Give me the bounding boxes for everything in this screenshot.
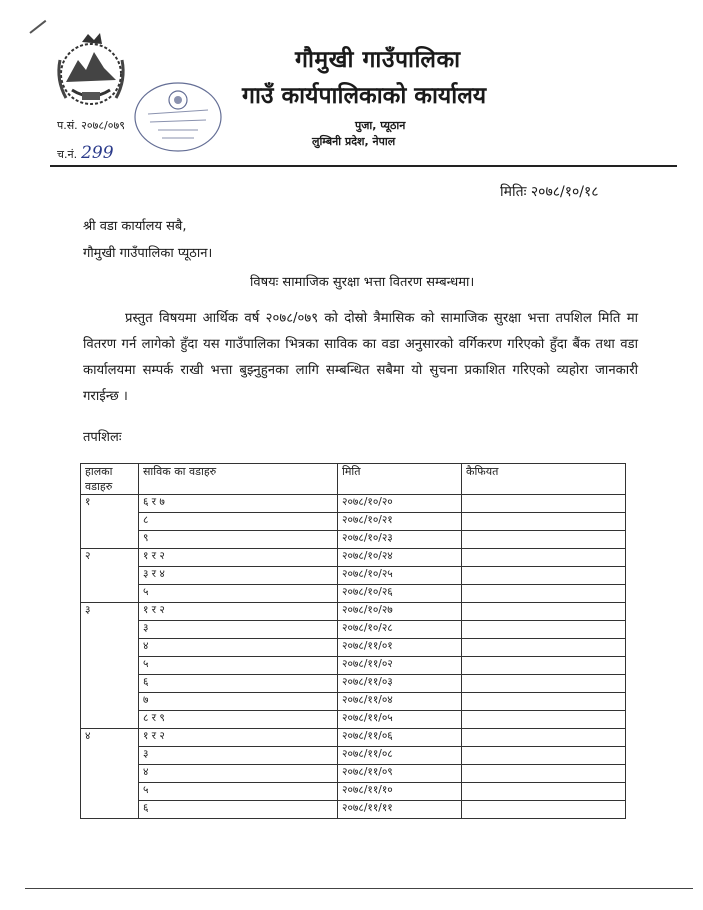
date-cell: २०७८/११/०६ <box>338 729 462 747</box>
address-line-2: लुम्बिनी प्रदेश, नेपाल <box>312 135 396 148</box>
office-stamp <box>132 80 224 154</box>
municipality-name: गौमुखी गाउँपालिका <box>295 47 461 73</box>
old-ward-cell: ४ <box>139 639 338 657</box>
old-ward-cell: ४ <box>139 765 338 783</box>
addressee-line-1: श्री वडा कार्यालय सबै, <box>83 219 187 234</box>
table-row <box>81 675 626 693</box>
table-row <box>81 747 626 765</box>
remarks-cell <box>462 639 626 657</box>
table-row <box>81 639 626 657</box>
details-label: तपशिलः <box>83 430 122 445</box>
letter-body: प्रस्तुत विषयमा आर्थिक वर्ष २०७८/०७९ को दोस्रो त्रैमासिक को सामाजिक सुरक्षा भत्ता तपशिल मिति मा वितरण गर्न लागेको हुँदा यस गाउँपालिका भित्रका साविक का वडा अनुसारको वर्गिकरण गरिएको हुँदा बैंक तथा वडा कार्यालयमा सम्पर्क राखी भत्ता बुझ्नुहुनका लागि सम्बन्धित सबैमा यो सुचना प्रकाशित गरिएको व्यहोरा जानकारी गराईन्छ । <box>83 311 638 404</box>
addressee-line-2: गौमुखी गाउँपालिका प्यूठान। <box>83 246 213 261</box>
current-ward-cell: ३ <box>81 603 139 729</box>
dispatch-handwritten-number: 299 <box>81 143 114 163</box>
header-remarks: कैफियत <box>462 464 626 495</box>
distribution-schedule-table <box>80 463 626 819</box>
old-ward-cell: ८ <box>139 513 338 531</box>
table-row <box>81 693 626 711</box>
footer-divider <box>25 888 693 889</box>
remarks-cell <box>462 765 626 783</box>
table-row <box>81 657 626 675</box>
old-ward-cell: ७ <box>139 693 338 711</box>
table-row <box>81 585 626 603</box>
table-row <box>81 765 626 783</box>
table-row <box>81 549 626 567</box>
remarks-cell <box>462 711 626 729</box>
old-ward-cell: १ र २ <box>139 549 338 567</box>
table-body <box>81 495 626 819</box>
current-ward-cell: २ <box>81 549 139 603</box>
letter-subject: विषयः सामाजिक सुरक्षा भत्ता वितरण सम्बन्धमा। <box>250 275 475 290</box>
remarks-cell <box>462 603 626 621</box>
date-cell: २०७८/११/०१ <box>338 639 462 657</box>
old-ward-cell: १ र २ <box>139 603 338 621</box>
remarks-cell <box>462 657 626 675</box>
remarks-cell <box>462 531 626 549</box>
pen-mark <box>29 20 46 34</box>
remarks-cell <box>462 549 626 567</box>
dispatch-number <box>57 143 114 163</box>
old-ward-cell: ९ <box>139 531 338 549</box>
table-row <box>81 711 626 729</box>
current-ward-cell: ४ <box>81 729 139 819</box>
old-ward-cell: ५ <box>139 585 338 603</box>
date-cell: २०७८/१०/२४ <box>338 549 462 567</box>
remarks-cell <box>462 747 626 765</box>
date-cell: २०७८/११/०४ <box>338 693 462 711</box>
table-row <box>81 603 626 621</box>
old-ward-cell: ५ <box>139 783 338 801</box>
date-cell: २०७८/१०/२३ <box>338 531 462 549</box>
office-name: गाउँ कार्यपालिकाको कार्यालय <box>242 83 487 109</box>
header-old-wards: साविक का वडाहरु <box>139 464 338 495</box>
date-cell: २०७८/११/११ <box>338 801 462 819</box>
remarks-cell <box>462 693 626 711</box>
date-cell: २०७८/१०/२५ <box>338 567 462 585</box>
letter-date: मितिः २०७८/१०/१८ <box>500 184 599 200</box>
remarks-cell <box>462 783 626 801</box>
remarks-cell <box>462 567 626 585</box>
header-divider <box>50 165 677 167</box>
table-row <box>81 495 626 513</box>
old-ward-cell: ३ <box>139 747 338 765</box>
remarks-cell <box>462 801 626 819</box>
nepal-emblem-logo <box>52 30 130 112</box>
old-ward-cell: ८ र ९ <box>139 711 338 729</box>
table-row <box>81 621 626 639</box>
date-cell: २०७८/११/०८ <box>338 747 462 765</box>
old-ward-cell: १ र २ <box>139 729 338 747</box>
old-ward-cell: ६ <box>139 675 338 693</box>
table-row <box>81 783 626 801</box>
table-row <box>81 513 626 531</box>
date-cell: २०७८/११/०३ <box>338 675 462 693</box>
table-row <box>81 531 626 549</box>
date-cell: २०७८/११/०९ <box>338 765 462 783</box>
old-ward-cell: ३ र ४ <box>139 567 338 585</box>
remarks-cell <box>462 675 626 693</box>
table-row <box>81 567 626 585</box>
date-cell: २०७८/१०/२७ <box>338 603 462 621</box>
old-ward-cell: ५ <box>139 657 338 675</box>
dispatch-label: च.नं. <box>57 148 78 161</box>
remarks-cell <box>462 621 626 639</box>
header-current-ward: हालका वडाहरु <box>81 464 139 495</box>
current-ward-cell: १ <box>81 495 139 549</box>
date-cell: २०७८/१०/२० <box>338 495 462 513</box>
header-date: मिति <box>338 464 462 495</box>
table-row <box>81 729 626 747</box>
date-cell: २०७८/११/०५ <box>338 711 462 729</box>
remarks-cell <box>462 495 626 513</box>
remarks-cell <box>462 513 626 531</box>
old-ward-cell: ६ <box>139 801 338 819</box>
date-cell: २०७८/११/०२ <box>338 657 462 675</box>
old-ward-cell: ६ र ७ <box>139 495 338 513</box>
date-cell: २०७८/११/१० <box>338 783 462 801</box>
table-row <box>81 801 626 819</box>
remarks-cell <box>462 729 626 747</box>
reference-number: प.सं. २०७८/०७९ <box>57 119 125 132</box>
remarks-cell <box>462 585 626 603</box>
table-header-row <box>81 464 626 495</box>
address-line-1: पुजा, प्यूठान <box>355 119 406 132</box>
date-cell: २०७८/१०/२६ <box>338 585 462 603</box>
old-ward-cell: ३ <box>139 621 338 639</box>
date-cell: २०७८/१०/२१ <box>338 513 462 531</box>
date-cell: २०७८/१०/२८ <box>338 621 462 639</box>
